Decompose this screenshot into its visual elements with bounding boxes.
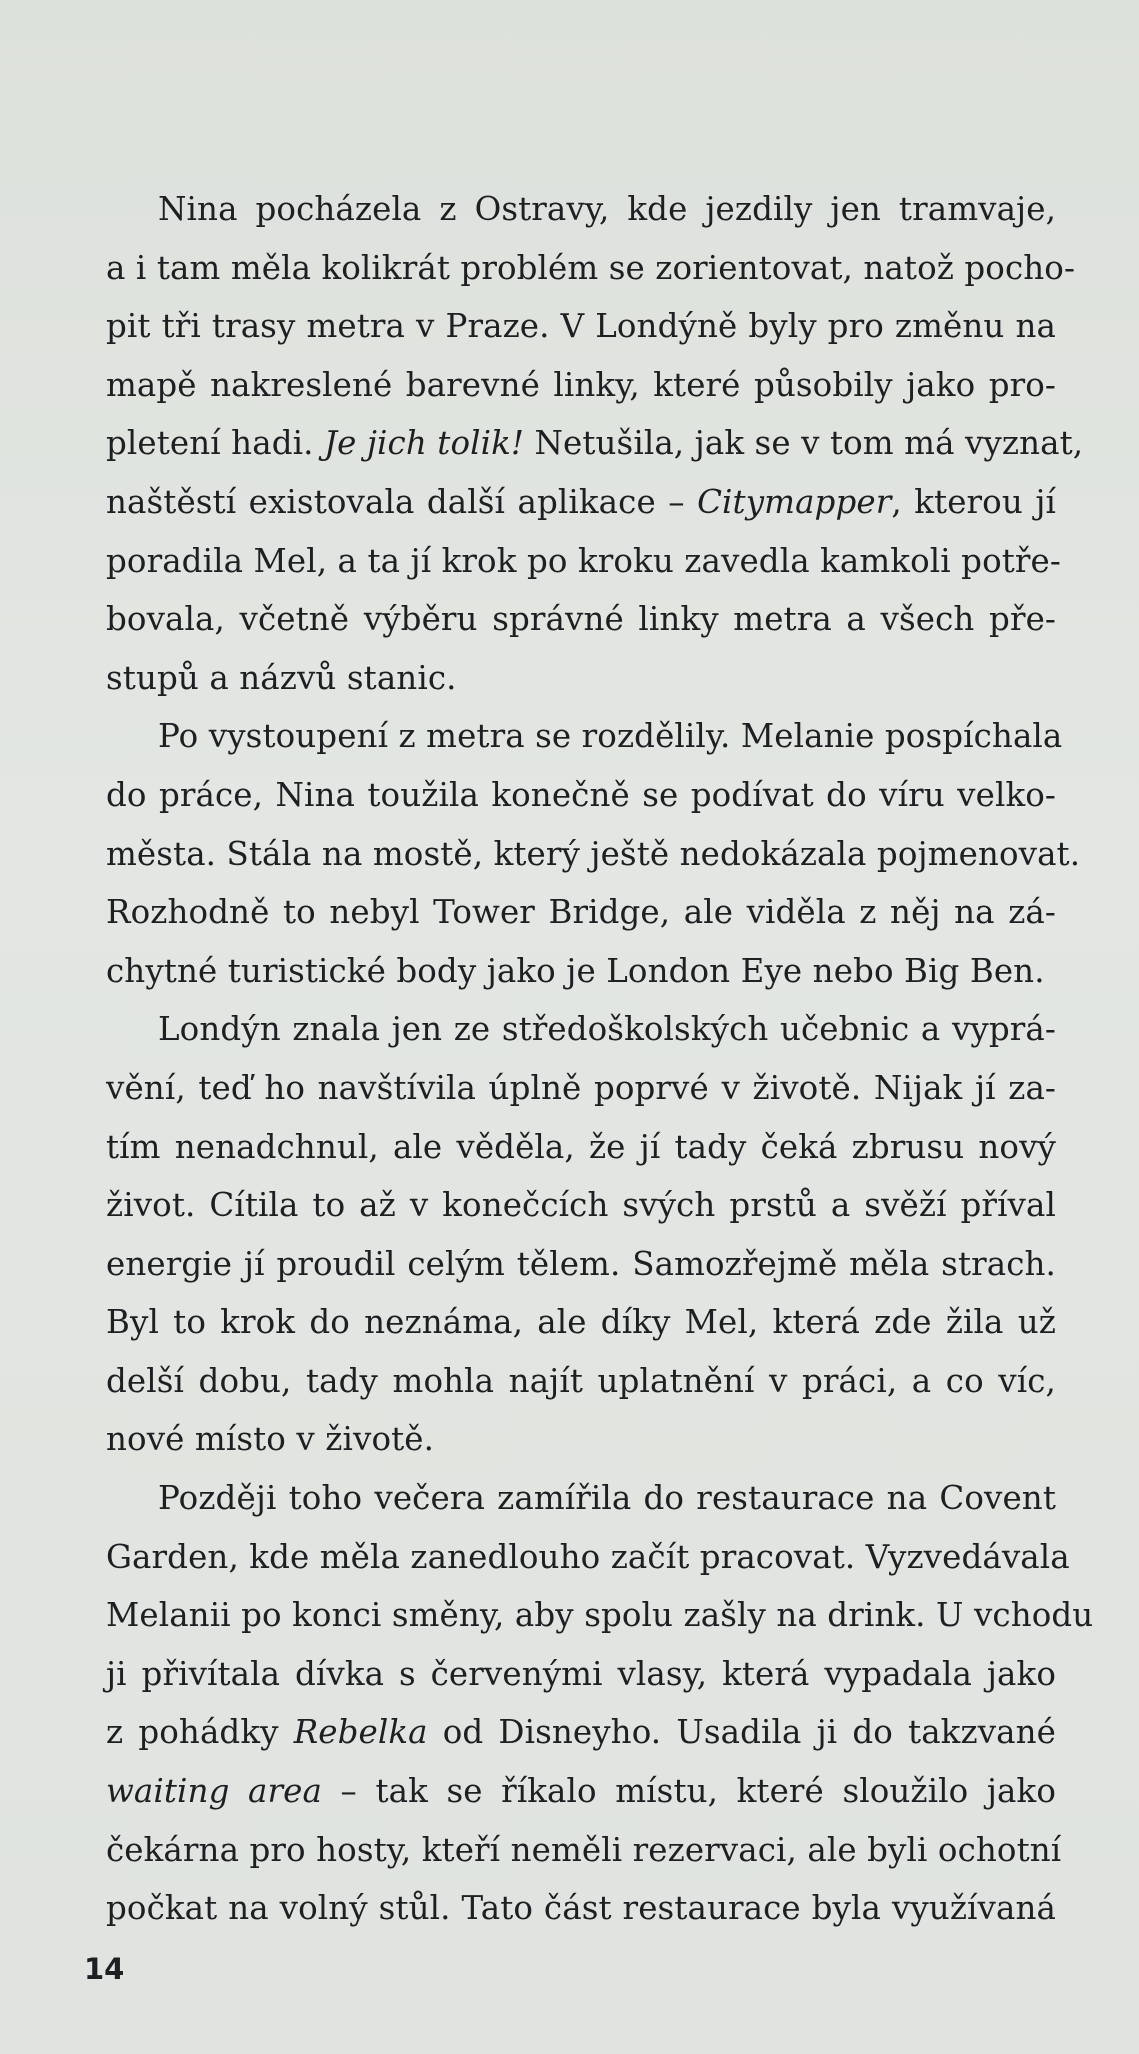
- text-run: chytné turistické body jako je London Eye nebo Big Ben.: [106, 951, 1045, 990]
- text-run: do práce, Nina toužila konečně se podívat do víru velko-: [106, 775, 1056, 814]
- text-run: – tak se říkalo místu, které sloužilo jako: [321, 1772, 1056, 1811]
- text-run: život. Cítila to až v konečcích svých prstů a svěží příval: [106, 1186, 1056, 1225]
- text-line: [106, 1059, 1056, 1118]
- italic-text: Je jich tolik!: [323, 424, 525, 463]
- paragraph: [106, 707, 1081, 1000]
- text-run: Byl to krok do neznáma, ale díky Mel, která zde žila už: [106, 1303, 1056, 1342]
- text-run: pletení hadi.: [106, 424, 324, 463]
- text-run: pit tři trasy metra v Praze. V Londýně byly pro změnu na: [106, 307, 1056, 346]
- text-line: [106, 1528, 1070, 1587]
- text-line: [106, 297, 1056, 356]
- italic-text: Citymapper: [697, 482, 892, 521]
- text-run: vění, teď ho navštívila úplně poprvé v životě. Nijak jí za-: [106, 1068, 1056, 1107]
- text-run: delší dobu, tady mohla najít uplatnění v práci, a co víc,: [106, 1361, 1056, 1400]
- text-line: [106, 1821, 1062, 1880]
- text-run: z pohádky: [106, 1713, 294, 1752]
- paragraph: [106, 1000, 1056, 1469]
- text-run: nové místo v životě.: [106, 1420, 435, 1459]
- text-line: [106, 1762, 1056, 1821]
- italic-text: Rebelka: [293, 1713, 428, 1752]
- text-line: [106, 590, 1056, 649]
- text-line: [106, 1000, 1056, 1059]
- text-line: [106, 1176, 1056, 1235]
- text-line: [106, 766, 1056, 825]
- text-run: čekárna pro hosty, kteří neměli rezervaci, ale byli ochotní: [106, 1830, 1062, 1869]
- text-line: [106, 1293, 1056, 1352]
- text-run: od Disneyho. Usadila ji do takzvané: [427, 1713, 1057, 1752]
- text-run: Netušila, jak se v tom má vyznat,: [524, 424, 1084, 463]
- text-line: [106, 532, 1061, 591]
- text-line: [106, 942, 1056, 1001]
- text-line: [106, 707, 1063, 766]
- body-text: [106, 180, 1094, 1938]
- text-run: Rozhodně to nebyl Tower Bridge, ale viděla z něj na zá-: [106, 893, 1056, 932]
- text-line: [106, 356, 1056, 415]
- text-run: Později toho večera zamířila do restaurace na Covent: [158, 1479, 1056, 1518]
- text-run: města. Stála na mostě, který ještě nedokázala pojmenovat.: [106, 834, 1081, 873]
- text-run: poradila Mel, a ta jí krok po kroku zavedla kamkoli potře-: [106, 541, 1061, 580]
- text-line: [106, 1469, 1056, 1528]
- text-line: [106, 1645, 1056, 1704]
- text-line: [106, 825, 1081, 884]
- text-line: [106, 1410, 1056, 1469]
- paragraph: [106, 1469, 1094, 1938]
- text-run: mapě nakreslené barevné linky, které působily jako pro-: [106, 365, 1056, 404]
- text-line: [106, 1879, 1056, 1938]
- paragraph: [106, 180, 1084, 707]
- text-run: Garden, kde měla zanedlouho začít pracovat. Vyzvedávala: [106, 1537, 1070, 1576]
- text-line: [106, 883, 1056, 942]
- text-line: [106, 1235, 1056, 1294]
- text-line: [106, 1586, 1094, 1645]
- text-run: Po vystoupení z metra se rozdělily. Melanie pospíchala: [158, 717, 1063, 756]
- text-run: Londýn znala jen ze středoškolských učebnic a vyprá-: [158, 1010, 1056, 1049]
- text-run: tím nenadchnul, ale věděla, že jí tady čeká zbrusu nový: [106, 1127, 1056, 1166]
- text-run: , kterou jí: [891, 482, 1056, 521]
- text-run: ji přivítala dívka s červenými vlasy, která vypadala jako: [106, 1654, 1056, 1693]
- text-run: Melanii po konci směny, aby spolu zašly na drink. U vchodu: [106, 1596, 1094, 1635]
- text-line: [106, 180, 1056, 239]
- text-run: energie jí proudil celým tělem. Samozřejmě měla strach.: [106, 1244, 1056, 1283]
- text-line: [106, 239, 1076, 298]
- text-line: [106, 473, 1056, 532]
- text-line: [106, 1118, 1056, 1177]
- page-number: 14: [84, 1952, 125, 1986]
- text-run: počkat na volný stůl. Tato část restaurace byla využívaná: [106, 1889, 1056, 1928]
- text-run: naštěstí existovala další aplikace –: [106, 482, 698, 521]
- italic-text: waiting area: [106, 1772, 322, 1811]
- text-run: Nina pocházela z Ostravy, kde jezdily jen tramvaje,: [158, 190, 1056, 228]
- text-run: bovala, včetně výběru správné linky metra a všech pře-: [106, 600, 1056, 639]
- text-line: [106, 1703, 1056, 1762]
- text-run: stupů a názvů stanic.: [106, 658, 457, 697]
- text-line: [106, 1352, 1056, 1411]
- text-run: a i tam měla kolikrát problém se zorientovat, natož pocho-: [106, 248, 1076, 287]
- text-line: [106, 649, 1056, 708]
- text-line: [106, 414, 1084, 473]
